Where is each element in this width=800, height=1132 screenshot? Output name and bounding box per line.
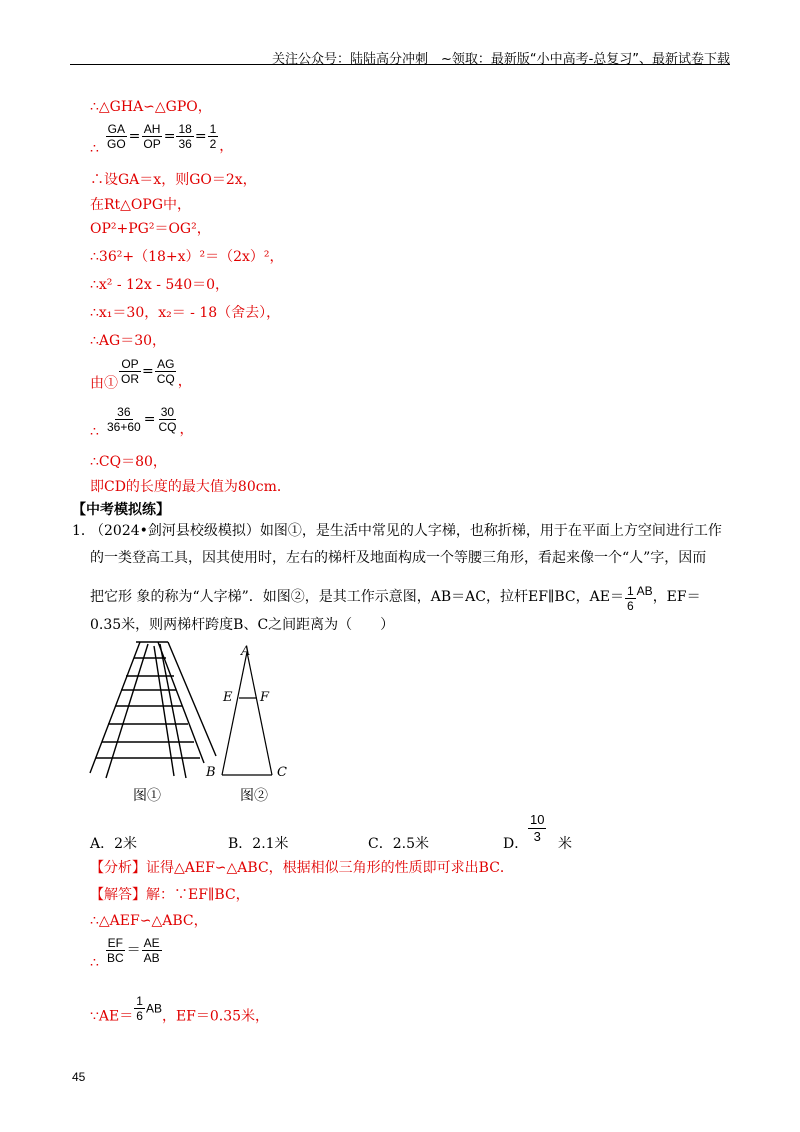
option-a: A．2米: [90, 836, 138, 852]
label-c: C: [277, 765, 287, 780]
frac-1-6-b: $\frac{1}{6}$: [136, 994, 143, 1023]
frac-ae-ab: $\frac{AE}{AB}$: [143, 936, 160, 965]
option-b: B．2.1米: [228, 836, 289, 852]
proof-line-7: ∴x² - 12x - 540＝0，: [90, 277, 230, 293]
option-d-prefix: D．: [503, 836, 529, 852]
question-line-3: 把它形 象的称为“人字梯”．如图②，是其工作示意图，AB＝AC，拉杆EF∥BC，AE＝ $\frac{1}{6}$ AB，EF＝: [90, 584, 701, 613]
section-title: 【中考模拟练】: [72, 502, 170, 518]
proof-line-6: ∴36²+（18+x）²＝（2x）²，: [90, 249, 284, 265]
option-d-fraction: $\frac{10}{3}$: [530, 812, 545, 844]
proof-line-10: 由① $\frac{OP}{OR}$ = $\frac{AG}{CQ}$ ，: [90, 357, 192, 392]
frac-op-or: $\frac{OP}{OR}$: [121, 357, 139, 386]
page-header: 关注公众号：陆陆高分冲刺 ~领取：最新版“小中高考-总复习”、最新试卷下载: [271, 52, 730, 67]
proof-line-12: ∴CQ＝80，: [90, 454, 167, 470]
option-c: C．2.5米: [368, 836, 429, 852]
label-a: A: [241, 644, 251, 659]
proof-line-11: ∴ $\frac{36}{36+60}$ = $\frac{30}{CQ}$ ，: [90, 405, 194, 440]
frac-ef-bc: $\frac{EF}{BC}$: [107, 936, 124, 965]
question-number: 1．: [72, 523, 95, 539]
proof-line-2: ∴ $\frac{GA}{GO}$ = $\frac{AH}{OP}$ = $\frac{18}{36}$ = $\frac{1}{2}$ ，: [90, 122, 234, 157]
frac-ga-go: $\frac{GA}{GO}$: [107, 122, 126, 151]
proof-line-13: 即CD的长度的最大值为80cm．: [90, 479, 291, 495]
proof-line-3: ∴设GA＝x，则GO＝2x，: [90, 172, 257, 188]
solution-line-1: 【解答】解：∵EF∥BC，: [90, 887, 250, 903]
proof-line-4: 在Rt△OPG中，: [90, 197, 192, 213]
frac-1-2: $\frac{1}{2}$: [209, 122, 217, 151]
proof-line-5: OP²+PG²＝OG²，: [90, 221, 211, 237]
solution-line-2: ∴△AEF∽△ABC，: [90, 913, 208, 929]
frac-1-6: $\frac{1}{6}$: [626, 584, 634, 613]
proof-line-8: ∴x₁＝30，x₂＝ - 18（舍去），: [90, 305, 281, 321]
question-line-4: 0.35米，则两梯杆跨度B、C之间距离为（ ）: [90, 617, 395, 633]
frac-ag-cq: $\frac{AG}{CQ}$: [156, 357, 175, 386]
proof-line-1: ∴△GHA∽△GPO，: [90, 99, 212, 115]
header-rule: [70, 64, 730, 65]
figure-2-caption: 图②: [240, 788, 268, 804]
frac-18-36: $\frac{18}{36}$: [178, 122, 192, 151]
solution-line-4: ∵AE＝ $\frac{1}{6}$ AB，EF＝0.35米，: [90, 994, 270, 1025]
label-b: B: [206, 765, 216, 780]
page-number: 45: [72, 1070, 86, 1084]
label-f: F: [260, 690, 270, 705]
question-line-2: 的一类登高工具，因其使用时，左右的梯杆及地面构成一个等腰三角形，看起来像一个“人”字，因而: [90, 550, 707, 566]
triangle-figure: [200, 640, 300, 785]
analysis-text: 【分析】证得△AEF∽△ABC，根据相似三角形的性质即可求出BC．: [90, 860, 514, 876]
figure-1-caption: 图①: [133, 788, 161, 804]
label-e: E: [223, 690, 233, 705]
proof-line-9: ∴AG＝30，: [90, 333, 167, 349]
option-d-unit: 米: [558, 836, 572, 852]
frac-30-cq: $\frac{30}{CQ}$: [158, 405, 177, 434]
frac-ah-op: $\frac{AH}{OP}$: [143, 122, 161, 151]
question-line-1: （2024•剑河县校级模拟）如图①，是生活中常见的人字梯，也称折梯，用于在平面上方空间进行工作: [90, 523, 722, 539]
solution-line-3: ∴ $\frac{EF}{BC}$ ＝ $\frac{AE}{AB}$: [90, 936, 160, 971]
frac-36-96: $\frac{36}{36+60}$: [107, 405, 141, 434]
